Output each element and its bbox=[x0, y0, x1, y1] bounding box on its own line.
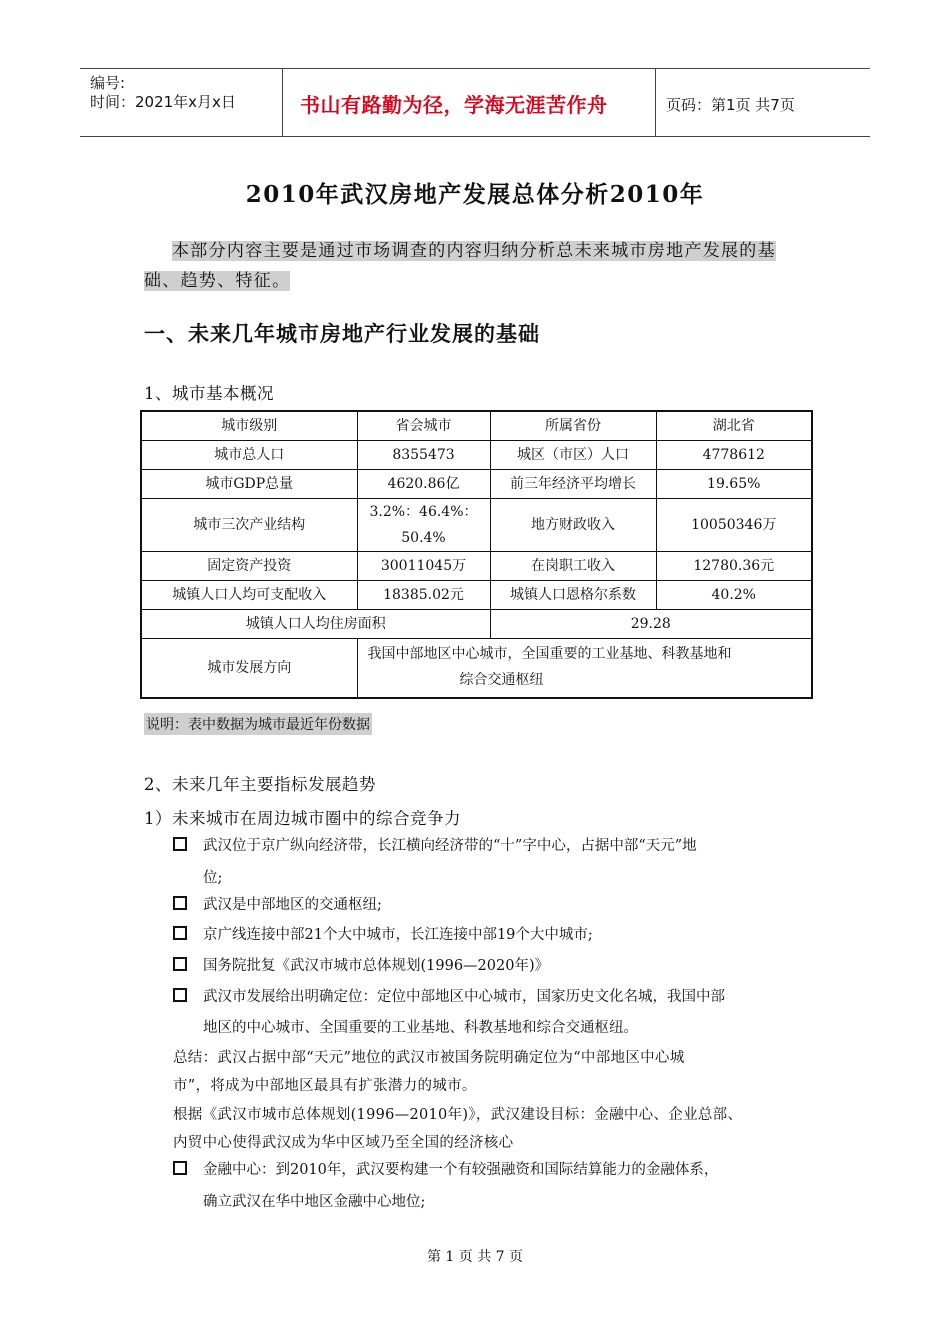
table-cell: 40.2% bbox=[656, 581, 812, 610]
table-cell: 前三年经济平均增长 bbox=[490, 470, 656, 499]
table-cell: 城镇人口人均可支配收入 bbox=[141, 581, 357, 610]
table-cell-line: 我国中部地区中心城市，全国重要的工业基地、科教基地和 bbox=[367, 646, 732, 662]
table-cell-two-line bbox=[357, 639, 812, 699]
table-cell: 城市三次产业结构 bbox=[141, 499, 357, 552]
subheading-competitiveness: 1）未来城市在周边城市圈中的综合竞争力 bbox=[144, 809, 461, 828]
header-top-line bbox=[80, 68, 870, 69]
table-cell: 城市发展方向 bbox=[141, 639, 357, 699]
list-item bbox=[173, 891, 382, 919]
table-cell: 12780.36元 bbox=[656, 552, 812, 581]
plan-line-1: 根据《武汉市城市总体规划(1996—2010年)》，武汉建设目标：金融中心、企业总部、 bbox=[173, 1107, 743, 1123]
table-row bbox=[141, 411, 812, 441]
table-cell: 省会城市 bbox=[357, 411, 490, 441]
table-row bbox=[141, 470, 812, 499]
table-cell: 湖北省 bbox=[656, 411, 812, 441]
table-cell-line: 3.2%：46.4%： bbox=[369, 504, 478, 520]
list-item bbox=[173, 921, 593, 949]
table-cell: 城镇人口人均住房面积 bbox=[141, 610, 490, 639]
table-cell: 城市总人口 bbox=[141, 441, 357, 470]
table-note: 说明：表中数据为城市最近年份数据 bbox=[144, 713, 372, 735]
table-row bbox=[141, 639, 812, 699]
table-cell-two-line bbox=[357, 499, 490, 552]
table-cell: 19.65% bbox=[656, 470, 812, 499]
header-number-label: 编号: bbox=[90, 74, 126, 92]
city-overview-table bbox=[140, 410, 813, 699]
checkbox-icon bbox=[173, 988, 187, 1002]
table-cell: 城区（市区）人口 bbox=[490, 441, 656, 470]
table-cell-line: 综合交通枢纽 bbox=[459, 672, 544, 688]
checkbox-icon bbox=[173, 896, 187, 910]
table-cell: 固定资产投资 bbox=[141, 552, 357, 581]
list-item-continuation: 确立武汉在华中地区金融中心地位; bbox=[203, 1194, 426, 1210]
checkbox-icon bbox=[173, 926, 187, 940]
summary-line-1: 总结：武汉占据中部“天元”地位的武汉市被国务院明确定位为“中部地区中心城 bbox=[173, 1050, 685, 1066]
checkbox-icon bbox=[173, 837, 187, 851]
table-cell: 4778612 bbox=[656, 441, 812, 470]
table-cell: 8355473 bbox=[357, 441, 490, 470]
list-item-text: 京广线连接中部21个大中城市，长江连接中部19个大中城市; bbox=[203, 927, 593, 943]
checkbox-icon bbox=[173, 957, 187, 971]
list-item bbox=[173, 1156, 718, 1184]
table-row bbox=[141, 610, 812, 639]
summary-line-2: 市”，将成为中部地区最具有扩张潜力的城市。 bbox=[173, 1078, 477, 1094]
subheading-city-overview: 1、城市基本概况 bbox=[144, 384, 274, 403]
list-item bbox=[173, 983, 725, 1011]
list-item-text: 武汉是中部地区的交通枢纽; bbox=[203, 897, 382, 913]
list-item-text: 金融中心：到2010年，武汉要构建一个有较强融资和国际结算能力的金融体系， bbox=[203, 1162, 719, 1178]
table-cell: 29.28 bbox=[490, 610, 812, 639]
table-row bbox=[141, 581, 812, 610]
table-cell: 所属省份 bbox=[490, 411, 656, 441]
table-cell: 在岗职工收入 bbox=[490, 552, 656, 581]
table-cell: 城市GDP总量 bbox=[141, 470, 357, 499]
header-time-label: 时间：2021年x月x日 bbox=[90, 93, 236, 111]
intro-line-1-text: 本部分内容主要是通过市场调查的内容归纳分析总未来城市房地产发展的基 bbox=[172, 241, 776, 261]
plan-line-2: 内贸中心使得武汉成为华中区域乃至全国的经济核心 bbox=[173, 1135, 514, 1151]
list-item bbox=[173, 832, 697, 860]
table-cell-line: 50.4% bbox=[401, 530, 446, 546]
list-item-text: 武汉市发展给出明确定位：定位中部地区中心城市，国家历史文化名城，我国中部 bbox=[203, 989, 725, 1005]
table-cell: 10050346万 bbox=[656, 499, 812, 552]
header-bottom-line bbox=[80, 136, 870, 137]
intro-line-2 bbox=[144, 266, 290, 291]
table-cell: 18385.02元 bbox=[357, 581, 490, 610]
list-item-continuation: 地区的中心城市、全国重要的工业基地、科教基地和综合交通枢纽。 bbox=[203, 1020, 638, 1036]
table-cell: 30011045万 bbox=[357, 552, 490, 581]
header-slogan: 书山有路勤为径，学海无涯苦作舟 bbox=[300, 93, 608, 117]
list-item-continuation: 位; bbox=[203, 870, 223, 886]
header-page-info: 页码：第1页 共7页 bbox=[666, 96, 795, 114]
section-heading: 一、未来几年城市房地产行业发展的基础 bbox=[144, 321, 540, 346]
subheading-trends: 2、未来几年主要指标发展趋势 bbox=[144, 775, 376, 794]
document-title: 2010年武汉房地产发展总体分析2010年 bbox=[245, 181, 705, 208]
checkbox-icon bbox=[173, 1161, 187, 1175]
table-cell: 城市级别 bbox=[141, 411, 357, 441]
list-item-text: 国务院批复《武汉市城市总体规划(1996—2020年)》 bbox=[203, 958, 550, 974]
list-item-text: 武汉位于京广纵向经济带，长江横向经济带的“十”字中心，占据中部“天元”地 bbox=[203, 838, 697, 854]
table-cell: 4620.86亿 bbox=[357, 470, 490, 499]
table-row bbox=[141, 552, 812, 581]
intro-line-2-text: 础、趋势、特征。 bbox=[144, 271, 291, 291]
intro-line-1 bbox=[172, 236, 776, 261]
table-cell: 城镇人口恩格尔系数 bbox=[490, 581, 656, 610]
header-divider-left bbox=[282, 68, 283, 136]
table-row bbox=[141, 499, 812, 552]
table-row bbox=[141, 441, 812, 470]
header-divider-right bbox=[655, 68, 656, 136]
table-cell: 地方财政收入 bbox=[490, 499, 656, 552]
page-footer: 第 1 页 共 7 页 bbox=[426, 1249, 524, 1265]
list-item bbox=[173, 952, 549, 980]
